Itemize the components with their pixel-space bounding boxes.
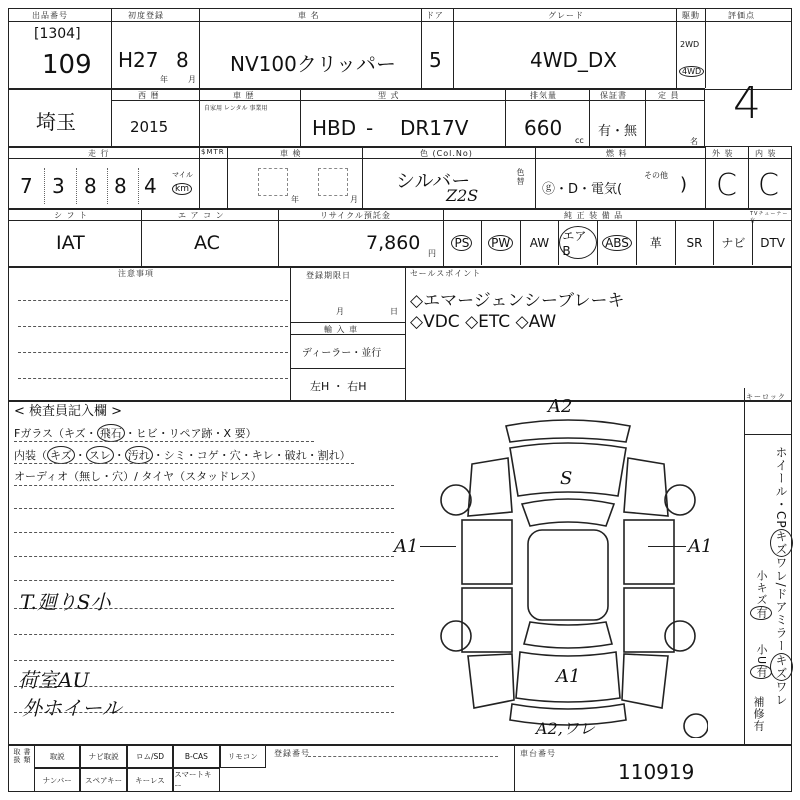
- recycle-header: リサイクル預託金: [320, 211, 391, 220]
- equip-label: PS: [451, 235, 472, 251]
- left-rear-fender: [468, 654, 514, 708]
- lot-header: 出品番号: [32, 11, 68, 20]
- left-front-fender: [468, 458, 512, 516]
- ac-header: エ ア コ ン: [178, 211, 225, 220]
- hand-note-2: 荷室AU: [18, 668, 90, 692]
- model-prefix: HBD: [312, 116, 357, 140]
- shift-header: シ フ ト: [54, 211, 89, 220]
- recycle-value: 7,860: [366, 232, 421, 254]
- insp-line-3: [14, 485, 394, 486]
- side-repair: 補修有: [752, 696, 765, 732]
- tuner-header: TVチューナー有: [750, 211, 789, 224]
- damage-rear: A1: [556, 666, 581, 687]
- lot-code: [1304]: [34, 26, 81, 42]
- interior-circ-3: 汚れ: [125, 446, 153, 464]
- km-unit: km: [172, 183, 192, 195]
- side-wheel-circ: キズ: [770, 529, 793, 557]
- rating-header: 評価点: [728, 11, 755, 20]
- selling-header: セールスポイント: [410, 269, 482, 278]
- mileage-d5: 4: [144, 174, 157, 198]
- equip-item: [482, 220, 521, 265]
- ext-value: C: [716, 168, 737, 203]
- rear-window: [524, 622, 612, 648]
- mileage-sep2: [76, 168, 77, 204]
- side-ari-2: 有: [750, 665, 772, 679]
- plate-header: 登録番号: [274, 749, 310, 758]
- fuel-other: その他: [644, 171, 668, 180]
- equip-item: [753, 220, 792, 265]
- equip-label: 革: [649, 236, 662, 250]
- insp-year-box: [258, 168, 288, 196]
- insp-line-9: [14, 634, 394, 635]
- keylock-label: キーロック: [746, 393, 786, 401]
- chassis-number: 110919: [618, 760, 695, 784]
- import-header: 輸 入 車: [324, 325, 359, 334]
- glass-circled: 飛石: [97, 424, 125, 442]
- interior-circ-1: キズ: [47, 446, 75, 464]
- fuel-header: 燃 料: [606, 149, 628, 158]
- reg-day-unit: 日: [390, 307, 398, 316]
- cc-header: 排気量: [530, 91, 557, 100]
- body-header: 車 歴: [233, 91, 255, 100]
- cc-value: 660: [524, 116, 563, 140]
- left-front-wheel: [441, 485, 471, 515]
- caution-line-3: [18, 352, 288, 353]
- equip-label: SR: [686, 235, 703, 250]
- footer-item: リモコン: [220, 744, 266, 768]
- insp-line-7: [14, 580, 394, 581]
- import-type: ディーラー・並行: [302, 348, 382, 359]
- insp-year-unit: 年: [291, 195, 299, 204]
- side-wheel-wa: ワレ/ドアミラー: [774, 556, 788, 653]
- caution-header: 注意事項: [118, 269, 154, 278]
- mileage-d2: 3: [52, 174, 65, 198]
- capacity-header: 定 員: [658, 91, 680, 100]
- damage-left-pointer: [420, 546, 456, 547]
- footer-item: ロム/SD: [127, 744, 173, 768]
- reg-month: 8: [176, 48, 189, 72]
- body-sub: 自家用 レンタル 事業用: [204, 105, 268, 112]
- capacity-unit: 名: [690, 137, 698, 146]
- equip-label: PW: [488, 235, 513, 251]
- side-mirror-wa: ワレ: [774, 680, 788, 707]
- grade-value: 4WD_DX: [530, 48, 618, 72]
- grade-header: グレード: [548, 11, 584, 20]
- color-value: シルバー: [396, 170, 471, 192]
- equip-item: [521, 220, 560, 265]
- mileage-d1: 7: [20, 174, 33, 198]
- footer-items: [34, 744, 266, 792]
- glass-prefix: Fガラス（キズ・: [14, 427, 97, 440]
- side-mirror-circ: キズ: [770, 653, 793, 681]
- side-small-2: [750, 644, 772, 679]
- cc-unit: cc: [575, 136, 584, 145]
- footer-item: ナビ取説: [80, 744, 126, 768]
- model-header: 型 式: [378, 91, 400, 100]
- equip-item: [676, 220, 715, 265]
- footer-item: キーレス: [127, 768, 173, 792]
- int-header: 内 装: [755, 149, 777, 158]
- mileage-sep1: [44, 168, 45, 204]
- mile-unit: マイル: [172, 171, 193, 179]
- caution-line-4: [18, 378, 288, 379]
- side-small: [750, 570, 772, 620]
- western-value: 2015: [130, 118, 169, 136]
- roof: [528, 530, 608, 620]
- damage-roof: S: [560, 468, 573, 489]
- left-front-door: [462, 520, 512, 584]
- color-change-label: 色替: [516, 168, 525, 186]
- footer-item: ナンバー: [34, 768, 80, 792]
- insp-month-unit: 月: [350, 195, 358, 204]
- reg-month-unit-2: 月: [336, 307, 344, 316]
- ac-value: AC: [194, 232, 220, 254]
- equip-label: ABS: [602, 235, 632, 251]
- region-value: 埼玉: [36, 110, 76, 134]
- fuel-value: ⓖ・D・電気(: [542, 182, 623, 197]
- footer-item: 取説: [34, 744, 80, 768]
- equip-item: [637, 220, 676, 265]
- equip-label: AW: [529, 235, 550, 250]
- row3-header-rule: [8, 158, 792, 159]
- windshield: [522, 499, 614, 526]
- hand-note-1: T.廻りS小: [20, 590, 111, 614]
- model-dash: -: [366, 116, 374, 140]
- selling-point-2: ◇VDC ◇ETC ◇AW: [410, 312, 557, 332]
- ext-header: 外 装: [712, 149, 734, 158]
- interior-suffix: ・シミ・コゲ・穴・キレ・破れ・割れ）: [152, 449, 351, 462]
- right-front-fender: [624, 458, 668, 516]
- chassis-header: 車台番号: [520, 749, 556, 758]
- door-count: 5: [429, 48, 442, 72]
- interior-prefix: 内装（: [14, 449, 47, 462]
- meter-header: $MTR: [201, 148, 225, 156]
- equip-item: [598, 220, 637, 265]
- insp-line-10: [14, 660, 394, 661]
- insp-month-box: [318, 168, 348, 196]
- int-value: C: [758, 168, 779, 203]
- insp-line-5: [14, 532, 394, 533]
- import-rule: [290, 322, 406, 323]
- footer-divider: [514, 744, 515, 792]
- damage-right-pointer: [648, 546, 686, 547]
- recycle-unit: 円: [428, 249, 436, 258]
- insp-line-4: [14, 508, 394, 509]
- selling-point-1: ◇エマージェンシーブレーキ: [410, 291, 625, 311]
- damage-top: A2: [548, 396, 573, 417]
- equip-item: [714, 220, 753, 265]
- spare-wheel: [684, 714, 708, 738]
- side-wheel-label: ホイール・CP: [774, 446, 788, 529]
- interior-circ-2: スレ: [86, 446, 114, 464]
- caution-line-1: [18, 300, 288, 301]
- hand-note-3: 外ホイール: [22, 696, 122, 720]
- side-small-u: 小U: [755, 644, 768, 666]
- equip-row: [443, 220, 792, 265]
- reg-deadline-header: 登録期限日: [306, 271, 351, 280]
- side-wheel: [770, 446, 793, 707]
- side-small-kizu: 小キズ: [755, 570, 768, 606]
- interior-line: 内装（ キズ ・ スレ ・ 汚れ ・シミ・コゲ・穴・キレ・破れ・割れ）: [14, 446, 351, 464]
- glass-suffix: ・ヒビ・リペア跡・X 要）: [124, 427, 257, 440]
- car-name: NV100クリッパー: [230, 52, 397, 76]
- insp-line-6: [14, 556, 394, 557]
- plate-line: [308, 756, 498, 757]
- door-header: ドア: [426, 11, 444, 20]
- name-header: 車 名: [298, 11, 320, 20]
- equip-item: [443, 220, 482, 265]
- rating-value: 4: [733, 78, 761, 129]
- fuel-close: ): [680, 174, 688, 195]
- glass-line: [14, 424, 257, 442]
- header-rule: [8, 21, 792, 22]
- audio-line: オーディオ（無し・穴）/ タイヤ（スタッドレス）: [14, 470, 262, 483]
- color-code: Z2S: [446, 186, 479, 205]
- insp-line-2: [14, 463, 354, 464]
- year-header: 初度登録: [128, 11, 164, 20]
- left-rear-wheel: [441, 621, 471, 651]
- mileage-sep3: [107, 168, 108, 204]
- reg-era: H27: [118, 48, 159, 72]
- damage-right: A1: [688, 536, 713, 557]
- drive-2wd: 2WD: [680, 40, 700, 49]
- caution-line-2: [18, 326, 288, 327]
- items-label-2: 書類: [23, 748, 31, 764]
- reg-year-unit: 年: [160, 75, 168, 84]
- equip-item: [559, 220, 598, 265]
- equip-label: DTV: [760, 235, 785, 250]
- drive-header: 駆動: [682, 11, 700, 20]
- footer-item: スペアキー: [80, 768, 126, 792]
- handle-rule: [290, 368, 406, 369]
- mileage-d3: 8: [84, 174, 97, 198]
- damage-bottom: A2,ワレ: [536, 719, 595, 738]
- mileage-d4: 8: [114, 174, 127, 198]
- damage-left: A1: [394, 536, 419, 557]
- mileage-header: 走 行: [88, 149, 110, 158]
- equip-label: エアB: [559, 226, 597, 259]
- lot-number: 109: [42, 50, 92, 80]
- handle-type: 左H ・ 右H: [310, 380, 367, 393]
- drive-4wd: 4WD: [679, 66, 704, 77]
- footer-item: スマートキー: [173, 768, 219, 792]
- inspector-title: < 検査員記入欄 >: [14, 404, 123, 419]
- keylock-rule: [744, 434, 792, 435]
- western-header: 西 暦: [138, 91, 160, 100]
- footer-item: B-CAS: [173, 744, 219, 768]
- right-rear-wheel: [665, 621, 695, 651]
- reg-month-unit: 月: [188, 75, 196, 84]
- inspection-header: 車 検: [280, 149, 302, 158]
- right-front-wheel: [665, 485, 695, 515]
- equip-label: ナビ: [721, 236, 746, 250]
- items-label-1: 取扱: [13, 748, 21, 764]
- equip-header: 純 正 装 備 品: [564, 211, 624, 220]
- import-rule-2: [290, 334, 406, 335]
- side-ari-1: 有: [750, 606, 772, 620]
- car-diagram: [428, 408, 708, 738]
- shift-value: IAT: [56, 232, 85, 254]
- auction-sheet: [8, 8, 792, 792]
- warranty-header: 保証書: [600, 91, 627, 100]
- warranty-value: 有・無: [598, 124, 638, 139]
- mileage-sep4: [138, 168, 139, 204]
- front-bumper: [506, 420, 630, 442]
- meter-cell: [200, 147, 228, 208]
- insp-line-1: [14, 441, 314, 442]
- right-rear-fender: [622, 654, 668, 708]
- right-front-door: [624, 520, 674, 584]
- model-value: DR17V: [400, 116, 469, 140]
- color-header: 色 (Col.No): [420, 149, 473, 158]
